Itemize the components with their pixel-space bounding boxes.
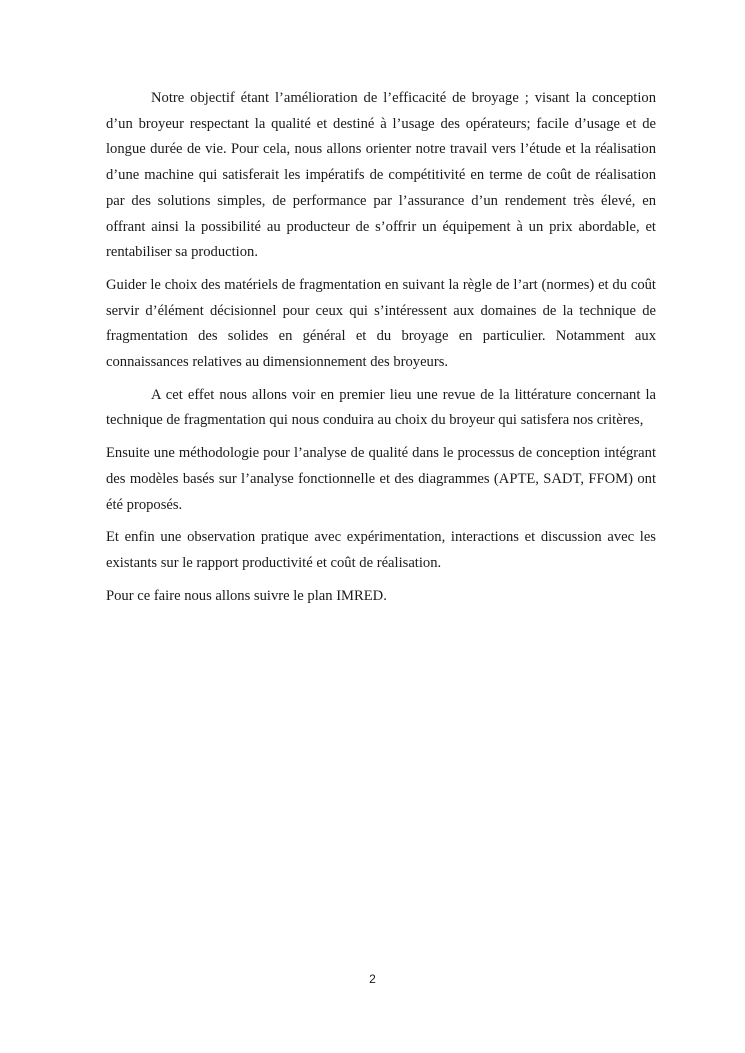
paragraph-methodology: Ensuite une méthodologie pour l’analyse de qualité dans le processus de conception intégrant des modèles basés sur l’analyse fonctionnelle et des diagrammes (APTE, SADT, FFOM) ont été proposés.	[106, 445, 656, 513]
paragraph-objective: Notre objectif étant l’amélioration de l’efficacité de broyage ; visant la conception d’un broyeur respectant la qualité et destiné à l’usage des opérateurs; facile d’usage et de longue durée de vie. Pour cela, nous allons orienter notre travail vers l’étude et la réalisation d’une machine qui satisferait les impératifs de compétitivité en terme de coût de réalisation par des solutions simples, de performance par l’assurance d’un rendement très élevé, en offrant ainsi la possibilité au producteur de s’offrir un équipement à un prix abordable, et rentabiliser sa production.	[106, 90, 656, 261]
paragraph-guide: Guider le choix des matériels de fragmentation en suivant la règle de l’art (normes) et du coût servir d’élément décisionnel pour ceux qui s’intéressent aux domaines de la technique de fragmentation des solides en général et du broyage en particulier. Notamment aux connaissances relatives au dimensionnement des broyeurs.	[106, 276, 656, 371]
paragraph-literature-review: A cet effet nous allons voir en premier lieu une revue de la littérature concernant la technique de fragmentation qui nous conduira au choix du broyeur qui satisfera nos critères,	[106, 386, 656, 429]
paragraph-plan: Pour ce faire nous allons suivre le plan IMRED.	[106, 587, 387, 604]
paragraph-observation: Et enfin une observation pratique avec expérimentation, interactions et discussion avec les existants sur le rapport productivité et coût de réalisation.	[106, 529, 656, 571]
document-body	[106, 86, 656, 616]
page-number: 2	[369, 972, 376, 986]
